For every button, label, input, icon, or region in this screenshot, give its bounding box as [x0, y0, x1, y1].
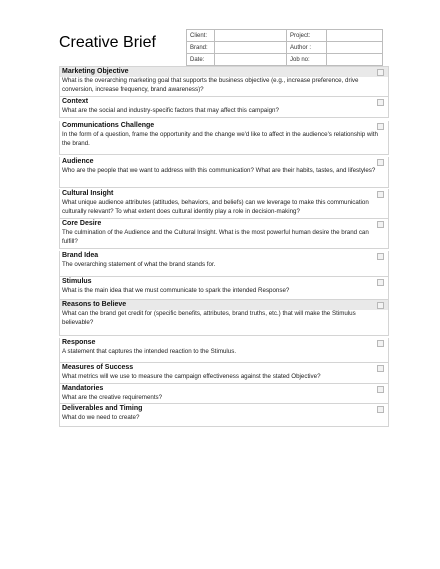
- checkbox-icon[interactable]: [377, 221, 384, 228]
- section-text: The culmination of the Audience and the Cultural Insight. What is the most powerful human desire the brand can fulfill?: [62, 229, 369, 245]
- checkbox-icon[interactable]: [377, 253, 384, 260]
- checkbox-icon[interactable]: [377, 340, 384, 347]
- section-response: [59, 338, 389, 363]
- checkbox-icon[interactable]: [377, 279, 384, 286]
- section-marketing-objective: [59, 66, 389, 97]
- section-text: What are the social and industry-specific factors that may affect this campaign?: [62, 107, 279, 114]
- section-title: Context: [62, 98, 89, 105]
- author-label: Author :: [287, 42, 327, 54]
- section-deliverables-and-timing: [59, 404, 389, 427]
- job-no-field[interactable]: [327, 54, 383, 66]
- checkbox-icon[interactable]: [377, 365, 384, 372]
- section-title: Stimulus: [62, 278, 92, 285]
- client-field[interactable]: [215, 30, 287, 42]
- section-communications-challenge: [59, 121, 389, 155]
- section-text: What can the brand get credit for (specific benefits, attributes, brand truths, etc.) that will make the Stimulus believable?: [62, 310, 356, 326]
- section-text: The overarching statement of what the brand stands for.: [62, 261, 216, 268]
- section-title: Reasons to Believe: [62, 301, 127, 308]
- project-field[interactable]: [327, 30, 383, 42]
- section-stimulus: [59, 277, 389, 300]
- section-title: Deliverables and Timing: [62, 405, 143, 412]
- section-text: Who are the people that we want to address with this communication? What are their habits, tastes, and lifestyles?: [62, 167, 376, 174]
- section-title: Communications Challenge: [62, 122, 155, 129]
- section-text: What is the main idea that we must communicate to spark the intended Response?: [62, 287, 290, 294]
- checkbox-icon[interactable]: [377, 406, 384, 413]
- brief-sections: [59, 66, 389, 427]
- section-context: [59, 97, 389, 118]
- section-title: Marketing Objective: [62, 68, 129, 75]
- author-field[interactable]: [327, 42, 383, 54]
- section-mandatories: [59, 384, 389, 404]
- brand-field[interactable]: [215, 42, 287, 54]
- checkbox-icon[interactable]: [377, 191, 384, 198]
- section-title: Brand Idea: [62, 252, 99, 259]
- section-text: What is the overarching marketing goal that supports the business objective (e.g., increase preference, drive conversion, increase frequency, brand awareness)?: [62, 77, 359, 93]
- checkbox-icon[interactable]: [377, 386, 384, 393]
- brand-label: Brand:: [187, 42, 215, 54]
- section-audience: [59, 157, 389, 188]
- section-text: What do we need to create?: [62, 414, 140, 421]
- section-title: Measures of Success: [62, 364, 134, 371]
- checkbox-icon[interactable]: [377, 302, 384, 309]
- section-reasons-to-believe: [59, 300, 389, 336]
- job-no-label: Job no:: [287, 54, 327, 66]
- checkbox-icon[interactable]: [377, 99, 384, 106]
- section-cultural-insight: [59, 189, 389, 219]
- project-label: Project:: [287, 30, 327, 42]
- section-text: What are the creative requirements?: [62, 394, 163, 401]
- checkbox-icon[interactable]: [377, 159, 384, 166]
- section-title: Audience: [62, 158, 94, 165]
- section-title: Core Desire: [62, 220, 102, 227]
- project-info-table: [186, 29, 383, 66]
- page-title: Creative Brief: [59, 34, 156, 51]
- section-text: What metrics will we use to measure the campaign effectiveness against the stated Objective?: [62, 373, 321, 380]
- checkbox-icon[interactable]: [377, 123, 384, 130]
- section-measures-of-success: [59, 363, 389, 384]
- section-text: In the form of a question, frame the opportunity and the change we'd like to affect in the audience's relationship with the brand.: [62, 131, 378, 147]
- date-field[interactable]: [215, 54, 287, 66]
- date-label: Date:: [187, 54, 215, 66]
- checkbox-icon[interactable]: [377, 69, 384, 76]
- client-label: Client:: [187, 30, 215, 42]
- section-title: Mandatories: [62, 385, 104, 392]
- section-brand-idea: [59, 251, 389, 277]
- section-title: Cultural Insight: [62, 190, 114, 197]
- section-text: A statement that captures the intended reaction to the Stimulus.: [62, 348, 237, 355]
- section-core-desire: [59, 219, 389, 249]
- section-title: Response: [62, 339, 96, 346]
- section-text: What unique audience attributes (attitudes, behaviors, and beliefs) can we leverage to make this communication culturally relevant? To what extent does cultural identity play a role in decision-making?: [62, 199, 369, 215]
